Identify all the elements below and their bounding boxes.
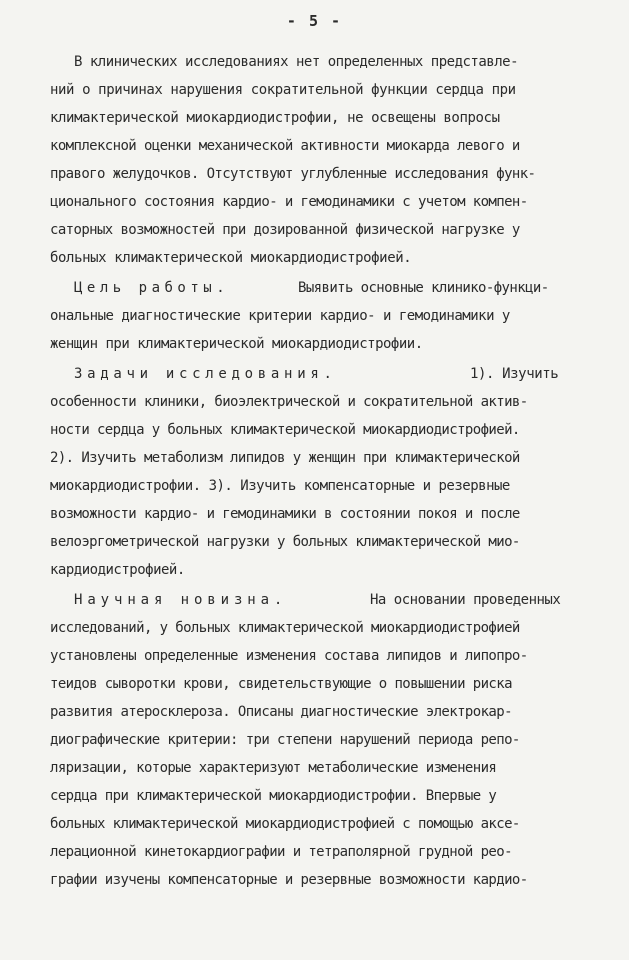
novelty-line: установлены определенные изменения состава липидов и липопро- (50, 648, 528, 664)
tasks-line: ности сердца у больных климактерической миокардиодистрофией. (50, 422, 520, 438)
novelty-line: ляризации, которые характеризуют метаболические изменения (50, 760, 497, 776)
paragraph-line: больных климактерической миокардиодистрофией. (50, 250, 412, 266)
novelty-line: развития атеросклероза. Описаны диагностические электрокар- (50, 704, 512, 720)
goal-line: ональные диагностические критерии кардио- и гемодинамики у (50, 308, 510, 324)
novelty-line: теидов сыворотки крови, свидетельствующие о повышении риска (50, 676, 512, 692)
page-number: - 5 - (286, 12, 343, 30)
novelty-heading: Научная новизна. (74, 592, 288, 608)
paragraph-line: В клинических исследованиях нет определенных представле- (74, 54, 519, 70)
goal-line: Выявить основные клинико-функци- (298, 280, 549, 296)
tasks-line: особенности клиники, биоэлектрической и сократительной актив- (50, 394, 528, 410)
goal-heading: Цель работы. (74, 280, 230, 296)
novelty-line: лерационной кинетокардиографии и тетраполярной грудной рео- (50, 844, 512, 860)
novelty-line: На основании проведенных (370, 592, 561, 608)
novelty-line: больных климактерической миокардиодистрофией с помощью аксе- (50, 816, 520, 832)
novelty-line: диографические критерии: три степени нарушений периода репо- (50, 732, 520, 748)
novelty-line: сердца при климактерической миокардиодистрофии. Впервые у (50, 788, 497, 804)
paragraph-line: комплексной оценки механической активности миокарда левого и (50, 138, 520, 154)
tasks-line: 2). Изучить метаболизм липидов у женщин при климактерической (50, 450, 520, 466)
tasks-line: миокардиодистрофии. 3). Изучить компенсаторные и резервные (50, 478, 510, 494)
paragraph-line: саторных возможностей при дозированной физической нагрузке у (50, 222, 520, 238)
tasks-line: кардиодистрофией. (50, 562, 185, 578)
goal-line: женщин при климактерической миокардиодистрофии. (50, 336, 423, 352)
tasks-heading: Задачи исследования. (74, 366, 337, 382)
paragraph-line: правого желудочков. Отсутствуют углубленные исследования функ- (50, 166, 536, 182)
novelty-line: исследований, у больных климактерической миокардиодистрофией (50, 620, 520, 636)
tasks-line: 1). Изучить (470, 366, 559, 382)
tasks-line: велоэргометрической нагрузки у больных климактерической мио- (50, 534, 520, 550)
paragraph-line: климактерической миокардиодистрофии, не освещены вопросы (50, 110, 500, 126)
novelty-line: графии изучены компенсаторные и резервные возможности кардио- (50, 872, 528, 888)
tasks-line: возможности кардио- и гемодинамики в состоянии покоя и после (50, 506, 520, 522)
paragraph-line: ний о причинах нарушения сократительной функции сердца при (50, 82, 516, 98)
paragraph-line: ционального состояния кардио- и гемодинамики с учетом компен- (50, 194, 528, 210)
